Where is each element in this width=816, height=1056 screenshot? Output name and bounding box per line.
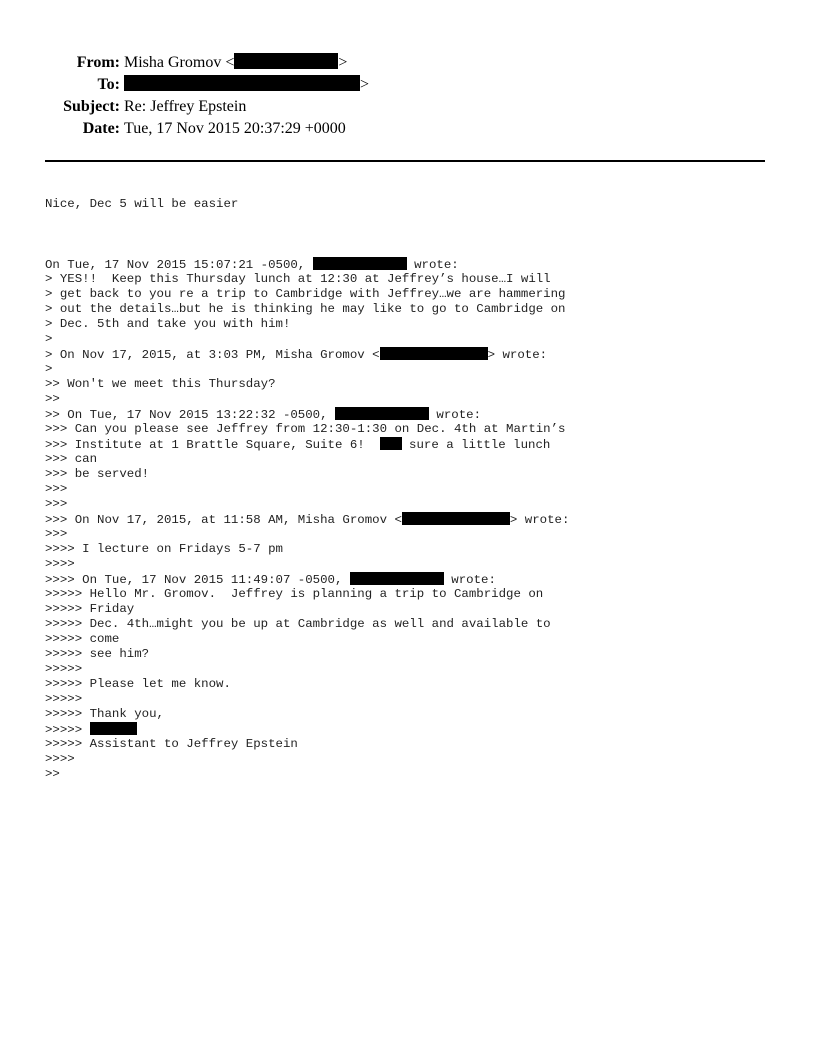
body-line bbox=[45, 512, 785, 527]
email-body bbox=[45, 197, 785, 782]
from-label: From: bbox=[76, 54, 120, 71]
email-header bbox=[0, 52, 816, 140]
body-line bbox=[45, 257, 785, 272]
body-line bbox=[45, 407, 785, 422]
body-line: > YES!! Keep this Thursday lunch at 12:30 at Jeffrey’s house…I will bbox=[45, 272, 551, 286]
redaction-bar bbox=[124, 75, 360, 91]
quote-intro: >>>> On Tue, 17 Nov 2015 11:49:07 -0500, bbox=[45, 573, 350, 587]
blank-line bbox=[45, 242, 785, 257]
subject-row bbox=[0, 96, 816, 118]
body-line: >>>>> Please let me know. bbox=[45, 677, 231, 691]
body-line: >>> can bbox=[45, 452, 98, 466]
body-line bbox=[45, 347, 785, 362]
body-line: > out the details…but he is thinking he may like to go to Cambridge on bbox=[45, 302, 566, 316]
from-value bbox=[120, 52, 347, 74]
quote-intro-end: > wrote: bbox=[509, 513, 570, 527]
date-label: Date: bbox=[82, 120, 120, 137]
body-line: >>> be served! bbox=[45, 467, 150, 481]
quote-intro-end: wrote: bbox=[443, 573, 496, 587]
body-line bbox=[45, 437, 785, 452]
body-text: sure a little lunch bbox=[401, 438, 551, 452]
body-line: >>>>> Assistant to Jeffrey Epstein bbox=[45, 737, 298, 751]
body-line: >> bbox=[45, 392, 60, 406]
body-line: >>> bbox=[45, 482, 68, 496]
body-line: Nice, Dec 5 will be easier bbox=[45, 197, 239, 211]
body-line: >>>> I lecture on Fridays 5-7 pm bbox=[45, 542, 283, 556]
redaction-bar bbox=[350, 572, 444, 585]
redaction-bar bbox=[380, 347, 488, 360]
body-line: >>>>> Dec. 4th…might you be up at Cambridge as well and available to bbox=[45, 617, 551, 631]
body-line: >>>> bbox=[45, 557, 75, 571]
body-line: >>> bbox=[45, 527, 68, 541]
body-line: > bbox=[45, 362, 53, 376]
to-row bbox=[0, 74, 816, 96]
redaction-bar bbox=[380, 437, 402, 450]
redaction-bar bbox=[402, 512, 510, 525]
body-line: >>> Can you please see Jeffrey from 12:30-1:30 on Dec. 4th at Martin’s bbox=[45, 422, 566, 436]
body-line: >> bbox=[45, 767, 60, 781]
from-name: Misha Gromov < bbox=[124, 54, 235, 71]
to-value bbox=[120, 74, 369, 96]
body-line bbox=[45, 572, 785, 587]
subject-value: Re: Jeffrey Epstein bbox=[124, 98, 247, 115]
body-line bbox=[45, 722, 785, 737]
to-close: > bbox=[360, 76, 370, 93]
body-line: > Dec. 5th and take you with him! bbox=[45, 317, 291, 331]
to-label: To: bbox=[97, 76, 120, 93]
from-close: > bbox=[338, 54, 348, 71]
quote-intro-end: wrote: bbox=[406, 258, 459, 272]
body-text: >>>>> bbox=[45, 723, 90, 737]
quote-intro: >> On Tue, 17 Nov 2015 13:22:32 -0500, bbox=[45, 408, 335, 422]
body-line: >>>> bbox=[45, 752, 75, 766]
date-value: Tue, 17 Nov 2015 20:37:29 +0000 bbox=[124, 120, 346, 137]
body-line: >>>>> Friday bbox=[45, 602, 135, 616]
blank-line bbox=[45, 212, 785, 227]
body-line: >>>>> come bbox=[45, 632, 120, 646]
quote-intro: > On Nov 17, 2015, at 3:03 PM, Misha Gromov < bbox=[45, 348, 380, 362]
body-line: >>>>> bbox=[45, 662, 83, 676]
body-text: >>> Institute at 1 Brattle Square, Suite 6! bbox=[45, 438, 380, 452]
redaction-bar bbox=[90, 722, 137, 735]
redaction-bar bbox=[234, 53, 338, 69]
body-line: >>>>> see him? bbox=[45, 647, 150, 661]
date-row bbox=[0, 118, 816, 140]
redaction-bar bbox=[335, 407, 429, 420]
body-line: > bbox=[45, 332, 53, 346]
blank-line bbox=[45, 227, 785, 242]
from-row bbox=[0, 52, 816, 74]
quote-intro: On Tue, 17 Nov 2015 15:07:21 -0500, bbox=[45, 258, 313, 272]
quote-intro: >>> On Nov 17, 2015, at 11:58 AM, Misha Gromov < bbox=[45, 513, 402, 527]
body-line: >> Won't we meet this Thursday? bbox=[45, 377, 276, 391]
body-line: >>>>> Thank you, bbox=[45, 707, 164, 721]
body-line: >>>>> bbox=[45, 692, 83, 706]
header-divider bbox=[45, 160, 765, 162]
body-line: >>> bbox=[45, 497, 68, 511]
body-line: > get back to you re a trip to Cambridge with Jeffrey…we are hammering bbox=[45, 287, 566, 301]
quote-intro-end: wrote: bbox=[429, 408, 482, 422]
body-line: >>>>> Hello Mr. Gromov. Jeffrey is planning a trip to Cambridge on bbox=[45, 587, 544, 601]
redaction-bar bbox=[313, 257, 407, 270]
quote-intro-end: > wrote: bbox=[487, 348, 548, 362]
subject-label: Subject: bbox=[63, 98, 120, 115]
